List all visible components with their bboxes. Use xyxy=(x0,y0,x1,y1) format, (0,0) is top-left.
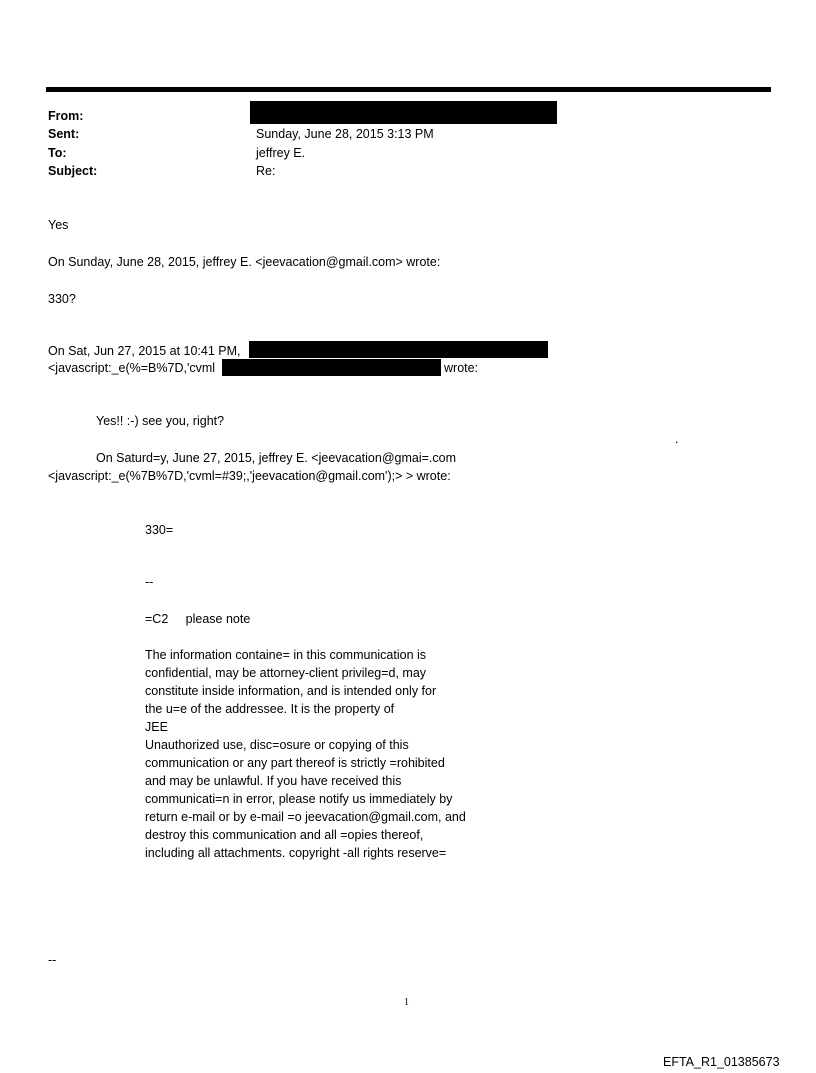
subject-label: Subject: xyxy=(48,164,98,178)
disclaimer-line: communication or any part thereof is strictly =rohibited xyxy=(145,756,445,770)
quote3-header-line1: On Saturd=y, June 27, 2015, jeffrey E. <jeevacation@gmai=.com xyxy=(96,451,457,465)
redacted-sender-name xyxy=(249,341,548,358)
sent-label: Sent: xyxy=(48,127,80,141)
reply-text: Yes xyxy=(48,218,69,232)
quote1-text: 330? xyxy=(48,292,76,306)
disclaimer-line: return e-mail or by e-mail =o jeevacation@gmail.com, and xyxy=(145,810,466,824)
subject-value: Re: xyxy=(256,164,276,178)
quote2-text: Yes!! :-) see you, right? xyxy=(96,414,225,428)
to-value: jeffrey E. xyxy=(256,146,306,160)
please-note: =C2 please note xyxy=(145,612,251,626)
redacted-from-value xyxy=(250,101,557,124)
disclaimer-line: the u=e of the addressee. It is the property of xyxy=(145,702,395,716)
header-rule xyxy=(46,87,771,92)
stray-dot: . xyxy=(675,432,679,446)
disclaimer-line: including all attachments. copyright -all rights reserve= xyxy=(145,846,447,860)
disclaimer-line: and may be unlawful. If you have received this xyxy=(145,774,402,788)
quote2-header-line1: On Sat, Jun 27, 2015 at 10:41 PM, xyxy=(48,344,241,358)
quote1-header: On Sunday, June 28, 2015, jeffrey E. <jeevacation@gmail.com> wrote: xyxy=(48,255,441,269)
quote3-header-line2: <javascript:_e(%7B%7D,'cvml=#39;,'jeevacation@gmail.com');> > wrote: xyxy=(48,469,451,483)
document-id: EFTA_R1_01385673 xyxy=(663,1055,780,1069)
bottom-dashes: -- xyxy=(48,953,57,967)
disclaimer-line: confidential, may be attorney-client privileg=d, may xyxy=(145,666,427,680)
from-label: From: xyxy=(48,109,84,123)
signature-dashes: -- xyxy=(145,575,154,589)
quote2-header-line2-start: <javascript:_e(%=B%7D,'cvml xyxy=(48,361,216,375)
disclaimer-line: Unauthorized use, disc=osure or copying of this xyxy=(145,738,409,752)
disclaimer-line: destroy this communication and all =opies thereof, xyxy=(145,828,424,842)
quote3-text: 330= xyxy=(145,523,174,537)
disclaimer-line: The information containe= in this communication is xyxy=(145,648,427,662)
page-number: 1 xyxy=(404,997,409,1008)
disclaimer-line: communicati=n in error, please notify us immediately by xyxy=(145,792,453,806)
quote2-header-line2-end: wrote: xyxy=(444,361,479,375)
disclaimer-line: JEE xyxy=(145,720,168,734)
sent-value: Sunday, June 28, 2015 3:13 PM xyxy=(256,127,434,141)
redacted-sender-email xyxy=(222,359,441,376)
to-label: To: xyxy=(48,146,67,160)
disclaimer-line: constitute inside information, and is intended only for xyxy=(145,684,437,698)
